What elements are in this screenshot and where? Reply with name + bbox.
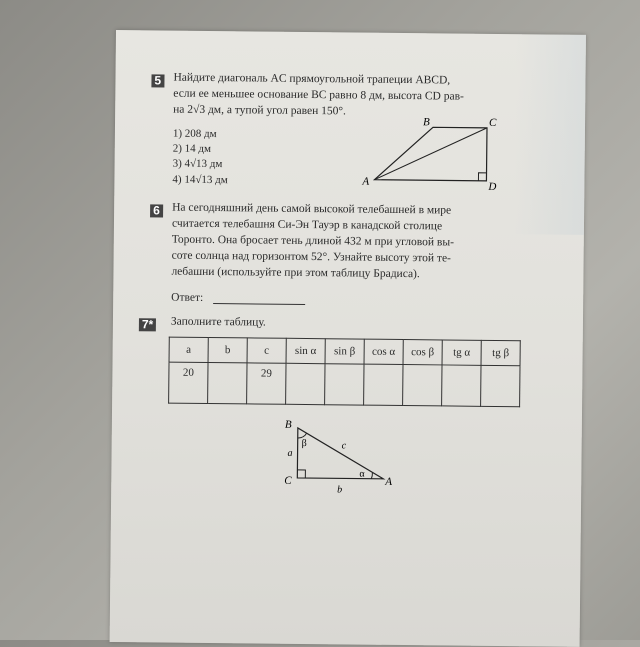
task-6-line-3: Торонто. Она бросает тень длиной 432 м при угловой вы- [171, 233, 455, 249]
right-angle-mark-c [297, 470, 305, 478]
header-b: b [208, 337, 247, 362]
task-5-option-1: 1) 208 дм [172, 127, 217, 141]
vertex-c-label-2: C [284, 474, 292, 487]
vertex-a-label: A [362, 175, 370, 188]
header-tg-beta: tg β [481, 340, 520, 365]
trapezoid-figure [354, 113, 505, 195]
diagonal-ac [374, 127, 487, 181]
cell-cos-beta[interactable] [403, 365, 442, 406]
table-header-row [169, 337, 520, 366]
cell-cos-alpha[interactable] [364, 364, 403, 405]
header-c: c [247, 338, 286, 363]
cell-c[interactable]: 29 [247, 363, 286, 404]
task-6-line-5: лебашни (используйте при этом таблицу Брадиса). [171, 265, 420, 281]
header-sin-alpha: sin α [286, 338, 325, 363]
header-sin-beta: sin β [325, 339, 364, 364]
task-6-answer-label: Ответ: [171, 291, 204, 304]
task-5-number: 5 [151, 74, 164, 87]
cell-a[interactable]: 20 [169, 362, 208, 403]
vertex-b-label-2: B [284, 418, 292, 431]
task-5-option-2: 2) 14 дм [172, 142, 212, 156]
table-value-row [169, 362, 520, 407]
task-6-line-1: На сегодняшний день самой высокой телебашней в мире [172, 201, 452, 217]
vertex-d-label: D [488, 180, 497, 193]
cell-sin-alpha[interactable] [286, 363, 325, 404]
vertex-a-label-2: A [385, 475, 393, 488]
side-a-label: a [287, 447, 293, 459]
task-5-option-3: 3) 4√13 дм [172, 157, 223, 171]
task-5-line-3: на 2√3 дм, а тупой угол равен 150°. [173, 103, 346, 118]
angle-alpha-label: α [359, 468, 365, 480]
task-6-answer-line[interactable] [213, 303, 305, 305]
header-cos-alpha: cos α [364, 339, 403, 364]
angle-beta-label: β [301, 437, 307, 450]
cell-b[interactable] [208, 362, 247, 403]
right-triangle-figure [279, 416, 410, 497]
side-b-label: b [337, 484, 343, 496]
task-5-option-4: 4) 14√13 дм [172, 173, 228, 187]
task-5-line-2: если ее меньшее основание BC равно 8 дм, высота CD рав- [173, 87, 464, 103]
task-7-number: 7* [139, 318, 156, 331]
cell-sin-beta[interactable] [325, 364, 364, 405]
trig-table [168, 337, 521, 408]
header-a: a [169, 337, 208, 362]
task-7-instruction: Заполните таблицу. [170, 315, 266, 329]
page-shading [514, 34, 586, 235]
triangle-outline [297, 428, 384, 479]
cell-tg-beta[interactable] [481, 365, 520, 406]
task-6-line-2: считается телебашня Си-Эн Тауэр в канадской столице [171, 217, 443, 233]
header-tg-alpha: tg α [442, 340, 481, 365]
angle-alpha-arc [371, 473, 372, 479]
worksheet-page [110, 30, 586, 647]
header-cos-beta: cos β [403, 340, 442, 365]
side-c-label: c [341, 440, 347, 452]
cell-tg-alpha[interactable] [442, 365, 481, 406]
task-5-line-1: Найдите диагональ AC прямоугольной трапеции ABCD, [173, 71, 451, 87]
task-6-number: 6 [150, 204, 163, 217]
vertex-c-label: C [488, 116, 497, 129]
task-6-line-4: соте солнца над горизонтом 52°. Узнайте высоту этой те- [171, 249, 451, 265]
vertex-b-label: B [422, 116, 430, 129]
right-angle-mark [478, 173, 486, 181]
